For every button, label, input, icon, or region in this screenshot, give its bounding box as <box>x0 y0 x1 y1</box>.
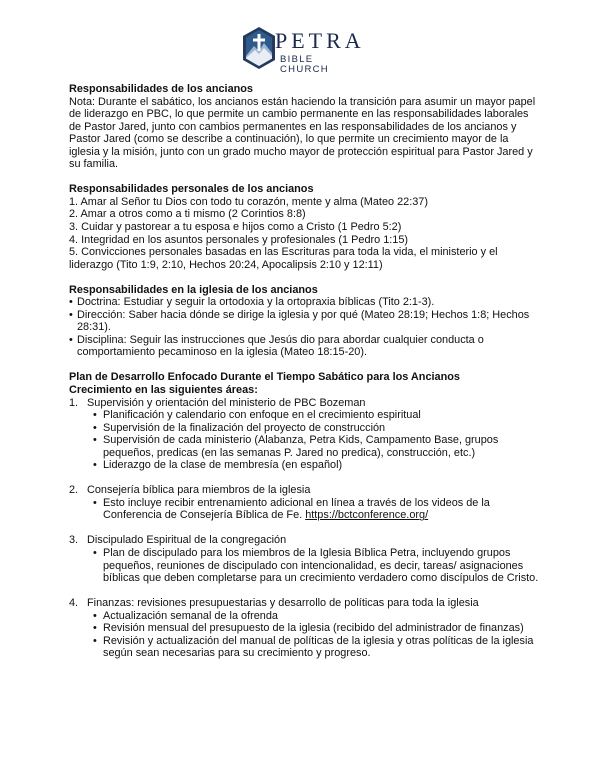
personal-responsibilities-section <box>69 183 539 271</box>
list-item-text: Esto incluye recibir entrenamiento adicional en línea a través de los videos de la Conferencia de Consejería Bíblica de Fe. <box>103 496 490 522</box>
area-number: 3. <box>69 534 79 547</box>
list-item: 2. Amar a otros como a ti mismo (2 Corintios 8:8) <box>69 208 306 221</box>
list-item: • Supervisión de la finalización del proyecto de construcción <box>93 422 539 435</box>
list-item: • Disciplina: Seguir las instrucciones que Jesús dio para abordar cualquier conducta o comportamiento pecaminoso en la iglesia (Mateo 18:15-20). <box>69 334 539 359</box>
plan-area <box>69 534 539 584</box>
area-number: 2. <box>69 484 79 497</box>
list-item: • Revisión y actualización del manual de políticas de la iglesia y otras políticas de la iglesia según sean necesarias para su crecimiento y progreso. <box>93 635 539 660</box>
area-bullets <box>69 409 539 472</box>
section-subheading: Crecimiento en las siguientes áreas: <box>69 383 258 396</box>
section-heading: Responsabilidades en la iglesia de los ancianos <box>69 283 318 296</box>
logo-name: PETRA <box>275 28 365 53</box>
list-item: 5. Convicciones personales basadas en las Escrituras para toda la vida, el ministerio y el liderazgo (Tito 1:9, 2:10, Hechos 20:24, Apocalipsis 2:10 y 12:11) <box>69 246 498 271</box>
church-responsibilities-section <box>69 284 539 359</box>
list-item <box>93 497 539 522</box>
list-item: 3. Cuidar y pastorear a tu esposa e hijos como a Cristo (1 Pedro 5:2) <box>69 220 402 233</box>
list-item: • Revisión mensual del presupuesto de la iglesia (recibido del administrador de finanzas) <box>93 622 539 635</box>
section-heading: Responsabilidades de los ancianos <box>69 83 253 95</box>
list-item: 1. Amar al Señor tu Dios con todo tu corazón, mente y alma (Mateo 22:37) <box>69 195 428 208</box>
plan-area <box>69 597 539 660</box>
elders-responsibilities-section <box>69 83 539 171</box>
list-item: • Dirección: Saber hacia dónde se dirige la iglesia y por qué (Mateo 28:19; Hechos 1:8; Hechos 28:31). <box>69 309 539 334</box>
development-plan-section <box>69 371 539 659</box>
area-bullets <box>69 547 539 585</box>
area-number: 4. <box>69 597 79 610</box>
section-heading: Responsabilidades personales de los ancianos <box>69 183 314 196</box>
church-logo <box>242 26 366 75</box>
list-item: • Actualización semanal de la ofrenda <box>93 610 539 623</box>
list-item: 4. Integridad en los asuntos personales y profesionales (1 Pedro 1:15) <box>69 233 409 246</box>
area-title: Consejería bíblica para miembros de la iglesia <box>87 484 311 497</box>
section-heading: Plan de Desarrollo Enfocado Durante el Tiempo Sabático para los Ancianos <box>69 371 460 384</box>
list-item: • Doctrina: Estudiar y seguir la ortodoxia y la ortopraxia bíblicas (Tito 2:1-3). <box>69 296 539 309</box>
conference-link[interactable]: https://bctconference.org/ <box>305 509 429 522</box>
list-item: • Supervisión de cada ministerio (Alabanza, Petra Kids, Campamento Base, grupos pequeños, predicas (en las semanas P. Jared no predica), construcción, etc.) <box>93 434 539 459</box>
list-item: • Planificación y calendario con enfoque en el crecimiento espiritual <box>93 409 539 422</box>
plan-area <box>69 397 539 472</box>
area-bullets <box>69 497 539 522</box>
document-body <box>69 83 539 672</box>
area-title: Discipulado Espiritual de la congregación <box>87 534 287 547</box>
logo-subtitle: BIBLE CHURCH <box>280 54 329 75</box>
numbered-list <box>69 196 539 271</box>
mountain-cross-icon <box>242 26 276 70</box>
plan-area <box>69 484 539 522</box>
area-number: 1. <box>69 396 79 409</box>
list-item: • Plan de discipulado para los miembros de la Iglesia Bíblica Petra, incluyendo grupos pequeños, reuniones de discipulado con intencionalidad, es decir, tareas/ asignaciones bíblicas que deben completarse para un crecimiento verdadero como discípulos de Cristo. <box>93 547 539 585</box>
bullet-list <box>69 296 539 359</box>
area-bullets <box>69 610 539 660</box>
area-title: Supervisión y orientación del ministerio de PBC Bozeman <box>87 396 366 409</box>
list-item: • Liderazgo de la clase de membresía (en español) <box>93 459 539 472</box>
section-note: Nota: Durante el sabático, los ancianos están haciendo la transición para asumir un mayor papel de liderazgo en PBC, lo que permite un cambio permanente en las responsabilidades laborales de Pastor Jared, junto con cambios permanentes en las responsabilidades de los ancianos y Pastor Jared (como se describe a continuación), lo que permite un crecimiento mayor de la iglesia y la misión, junto con un grado mucho mayor de protección espiritual para Pastor Jared y su familia. <box>69 95 536 171</box>
area-title: Finanzas: revisiones presupuestarias y desarrollo de políticas para toda la iglesia <box>87 597 479 610</box>
